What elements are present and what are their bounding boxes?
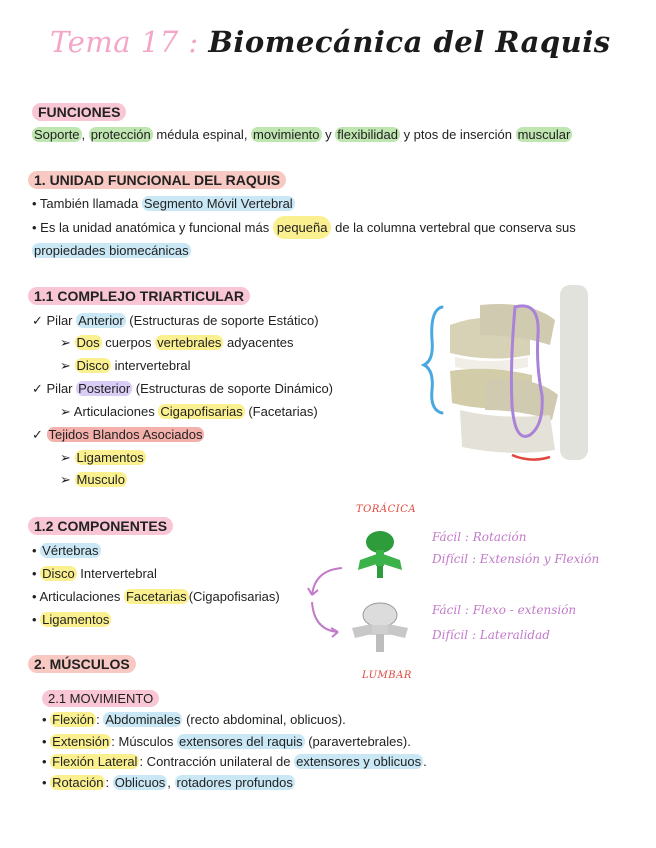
tejidos-blandos: ✓ Tejidos Blandos Asociados [32,427,203,442]
page-title [50,25,611,59]
section-1-heading: 1. UNIDAD FUNCIONAL DEL RAQUIS [28,172,286,188]
movimiento-flexion: • Flexión : Abdominales (recto abdominal, oblicuos). [42,712,346,727]
section-2-1-heading: 2.1 MOVIMIENTO [42,688,159,710]
pilar-posterior: ✓ Pilar Posterior (Estructuras de soporte Dinámico) [32,381,334,396]
spine-segment-illustration [420,285,600,470]
lumbar-label: LUMBAR [362,670,412,681]
componente-4: • Ligamentos [32,612,110,627]
movimiento-extension: • Extensión : Músculos extensores del raquis (paravertebrales). [42,734,411,749]
pilar-anterior-item-1: ➢ Dos cuerpos vertebrales adyacentes [60,335,294,350]
lumbar-vertebra-illustration [352,603,408,652]
section-1-1-heading: 1.1 COMPLEJO TRIARTICULAR [28,288,250,304]
toracica-dificil-note: Difícil : Extensión y Flexión [432,552,600,566]
section-1-2-heading: 1.2 COMPONENTES [28,518,173,534]
section-1-bullet-2-cont: propiedades biomecánicas [34,243,189,258]
componente-1: • Vértebras [32,543,99,558]
title-topic-number: Tema 17 : [50,25,199,59]
movimiento-flexion-lateral: • Flexión Lateral : Contracción unilateral de extensores y oblicuos . [42,754,427,769]
funciones-line: Soporte , protección médula espinal, movimiento y flexibilidad y ptos de inserción muscular [34,127,571,142]
section-1-bullet-2: • Es la unidad anatómica y funcional más pequeña de la columna vertebral que conserva sus [32,217,576,239]
componente-2: • Disco Intervertebral [32,566,157,581]
bracket-icon [424,307,442,413]
lumbar-facil-note: Fácil : Flexo - extensión [432,603,577,617]
tejidos-item-2: ➢ Musculo [60,472,125,487]
pilar-anterior: ✓ Pilar Anterior (Estructuras de soporte Estático) [32,313,319,328]
toracica-facil-note: Fácil : Rotación [432,530,527,544]
tejidos-item-1: ➢ Ligamentos [60,450,144,465]
pilar-anterior-item-2: ➢ Disco intervertebral [60,358,191,373]
section-2-heading: 2. MÚSCULOS [28,656,136,672]
toracica-label: TORÁCICA [356,504,417,515]
pilar-posterior-item-1: ➢ Articulaciones Cigapofisarias (Facetarias) [60,404,318,419]
title-topic-name: Biomecánica del Raquis [208,25,611,59]
lumbar-dificil-note: Difícil : Lateralidad [432,628,550,642]
funciones-heading: FUNCIONES [32,104,126,120]
section-1-bullet-1: • También llamada Segmento Móvil Vertebral [32,196,293,211]
vertebra-diagram [300,520,430,665]
componente-3: • Articulaciones Facetarias (Cigapofisarias) [32,589,280,604]
thoracic-vertebra-illustration [358,531,402,578]
movimiento-rotacion: • Rotación : Oblicuos , rotadores profundos [42,775,293,790]
